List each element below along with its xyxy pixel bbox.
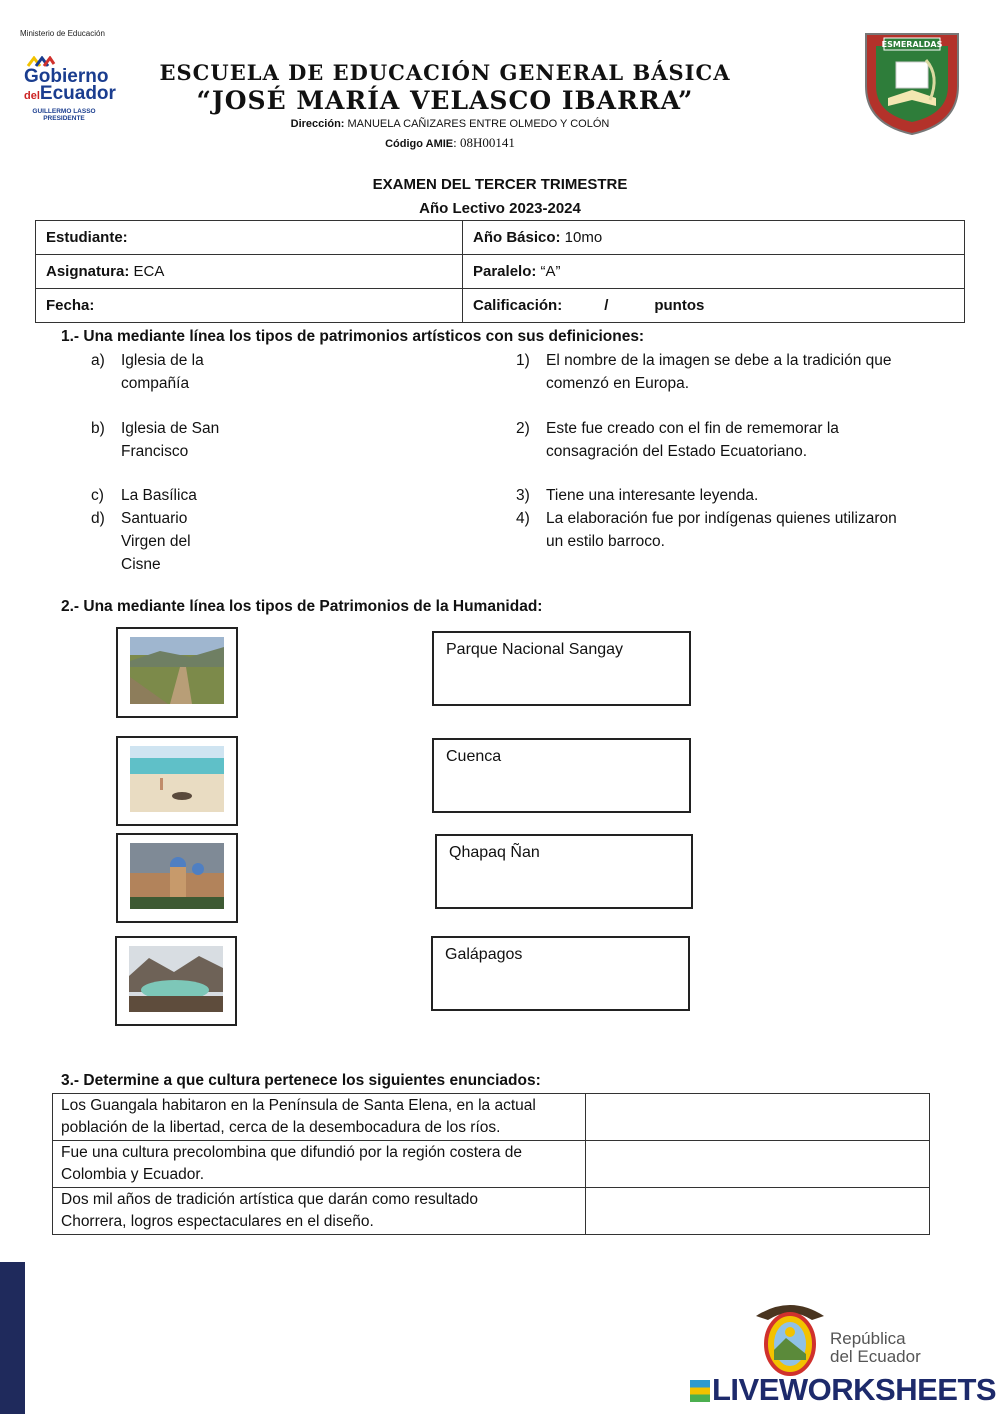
school-address: Dirección: MANUELA CAÑIZARES ENTRE OLMEDO Y COLÓN: [290, 118, 610, 130]
photo-beach[interactable]: [116, 736, 238, 826]
q1-left-item[interactable]: a) Iglesia de la compañía: [91, 352, 204, 392]
gov-logo-line1: Gobierno: [24, 66, 109, 87]
amie-code: Código AMIE: 08H00141: [385, 135, 515, 150]
photo-trail[interactable]: [116, 627, 238, 718]
beach-sealion-image: [130, 746, 224, 812]
cathedral-image: [130, 843, 224, 909]
answer-box-option[interactable]: Galápagos: [431, 936, 690, 1011]
q3-statement: Dos mil años de tradición artística que darán como resultado Chorrera, logros espectaculares en el diseño.: [53, 1188, 586, 1235]
q1-right-item[interactable]: 2) Este fue creado con el fin de rememorar la consagración del Estado Ecuatoriano.: [516, 420, 839, 460]
date-field[interactable]: Fecha:: [36, 289, 463, 323]
government-logo: [24, 56, 122, 122]
school-crest-icon: [858, 26, 966, 138]
republic-label: República del Ecuador: [830, 1329, 921, 1366]
q3-answer-cell[interactable]: [586, 1188, 930, 1235]
q1-left-item[interactable]: b) Iglesia de San Francisco: [91, 420, 220, 460]
q1-title: 1.- Una mediante línea los tipos de patrimonios artísticos con sus definiciones:: [61, 328, 645, 345]
photo-cathedral[interactable]: [116, 833, 238, 923]
gov-logo-line2: delEcuador: [24, 83, 116, 104]
q3-statement: Fue una cultura precolombina que difundió por la región costera de Colombia y Ecuador.: [53, 1141, 586, 1188]
answer-box-option[interactable]: Cuenca: [432, 738, 691, 813]
answer-box-option[interactable]: Parque Nacional Sangay: [432, 631, 691, 706]
student-info-table: [35, 220, 965, 323]
q3-statement: Los Guangala habitaron en la Península de Santa Elena, en la actual población de la libertad, cerca de la desembocadura de los ríos.: [53, 1094, 586, 1141]
table-row: [53, 1141, 930, 1188]
table-row: [53, 1188, 930, 1235]
grade-field: Año Básico: 10mo: [463, 221, 965, 255]
gov-logo-president: GUILLERMO LASSO PRESIDENTE: [32, 108, 96, 122]
exam-title: EXAMEN DEL TERCER TRIMESTRE: [372, 176, 628, 193]
score-field[interactable]: Calificación: / puntos: [463, 289, 965, 323]
answer-box-option[interactable]: Qhapaq Ñan: [435, 834, 693, 909]
volcano-lagoon-image: [129, 946, 223, 1012]
side-strip: [0, 1262, 25, 1414]
mountain-trail-image: [130, 637, 224, 704]
ministry-label: Ministerio de Educación: [20, 29, 105, 38]
q3-title: 3.- Determine a que cultura pertenece los siguientes enunciados:: [61, 1072, 541, 1089]
exam-year: Año Lectivo 2023-2024: [419, 200, 581, 217]
q1-right-item[interactable]: 1) El nombre de la imagen se debe a la tradición que comenzó en Europa.: [516, 352, 892, 392]
q1-left-item[interactable]: c) La Basílica: [91, 487, 197, 504]
liveworksheets-logo-icon: [690, 1380, 710, 1402]
q2-title: 2.- Una mediante línea los tipos de Patrimonios de la Humanidad:: [61, 598, 543, 615]
q1-left-item[interactable]: d) Santuario Virgen del Cisne: [91, 510, 191, 573]
crest-label: ESMERALDAS: [881, 40, 943, 49]
ecuador-coat-of-arms-icon: [752, 1298, 828, 1380]
liveworksheets-brand[interactable]: LIVEWORKSHEETS: [690, 1372, 996, 1408]
student-field[interactable]: Estudiante:: [36, 221, 463, 255]
parallel-field: Paralelo: “A”: [463, 255, 965, 289]
photo-volcano-lake[interactable]: [115, 936, 237, 1026]
q3-table: [52, 1093, 930, 1235]
table-row: [53, 1094, 930, 1141]
q3-answer-cell[interactable]: [586, 1141, 930, 1188]
school-name-line1: ESCUELA DE EDUCACIÓN GENERAL BÁSICA: [159, 60, 731, 85]
subject-field: Asignatura: ECA: [36, 255, 463, 289]
q3-answer-cell[interactable]: [586, 1094, 930, 1141]
school-name-line2: “JOSÉ MARÍA VELASCO IBARRA”: [196, 86, 694, 115]
q1-right-item[interactable]: 3) Tiene una interesante leyenda.: [516, 487, 759, 504]
q1-right-item[interactable]: 4) La elaboración fue por indígenas quienes utilizaron un estilo barroco.: [516, 510, 897, 550]
